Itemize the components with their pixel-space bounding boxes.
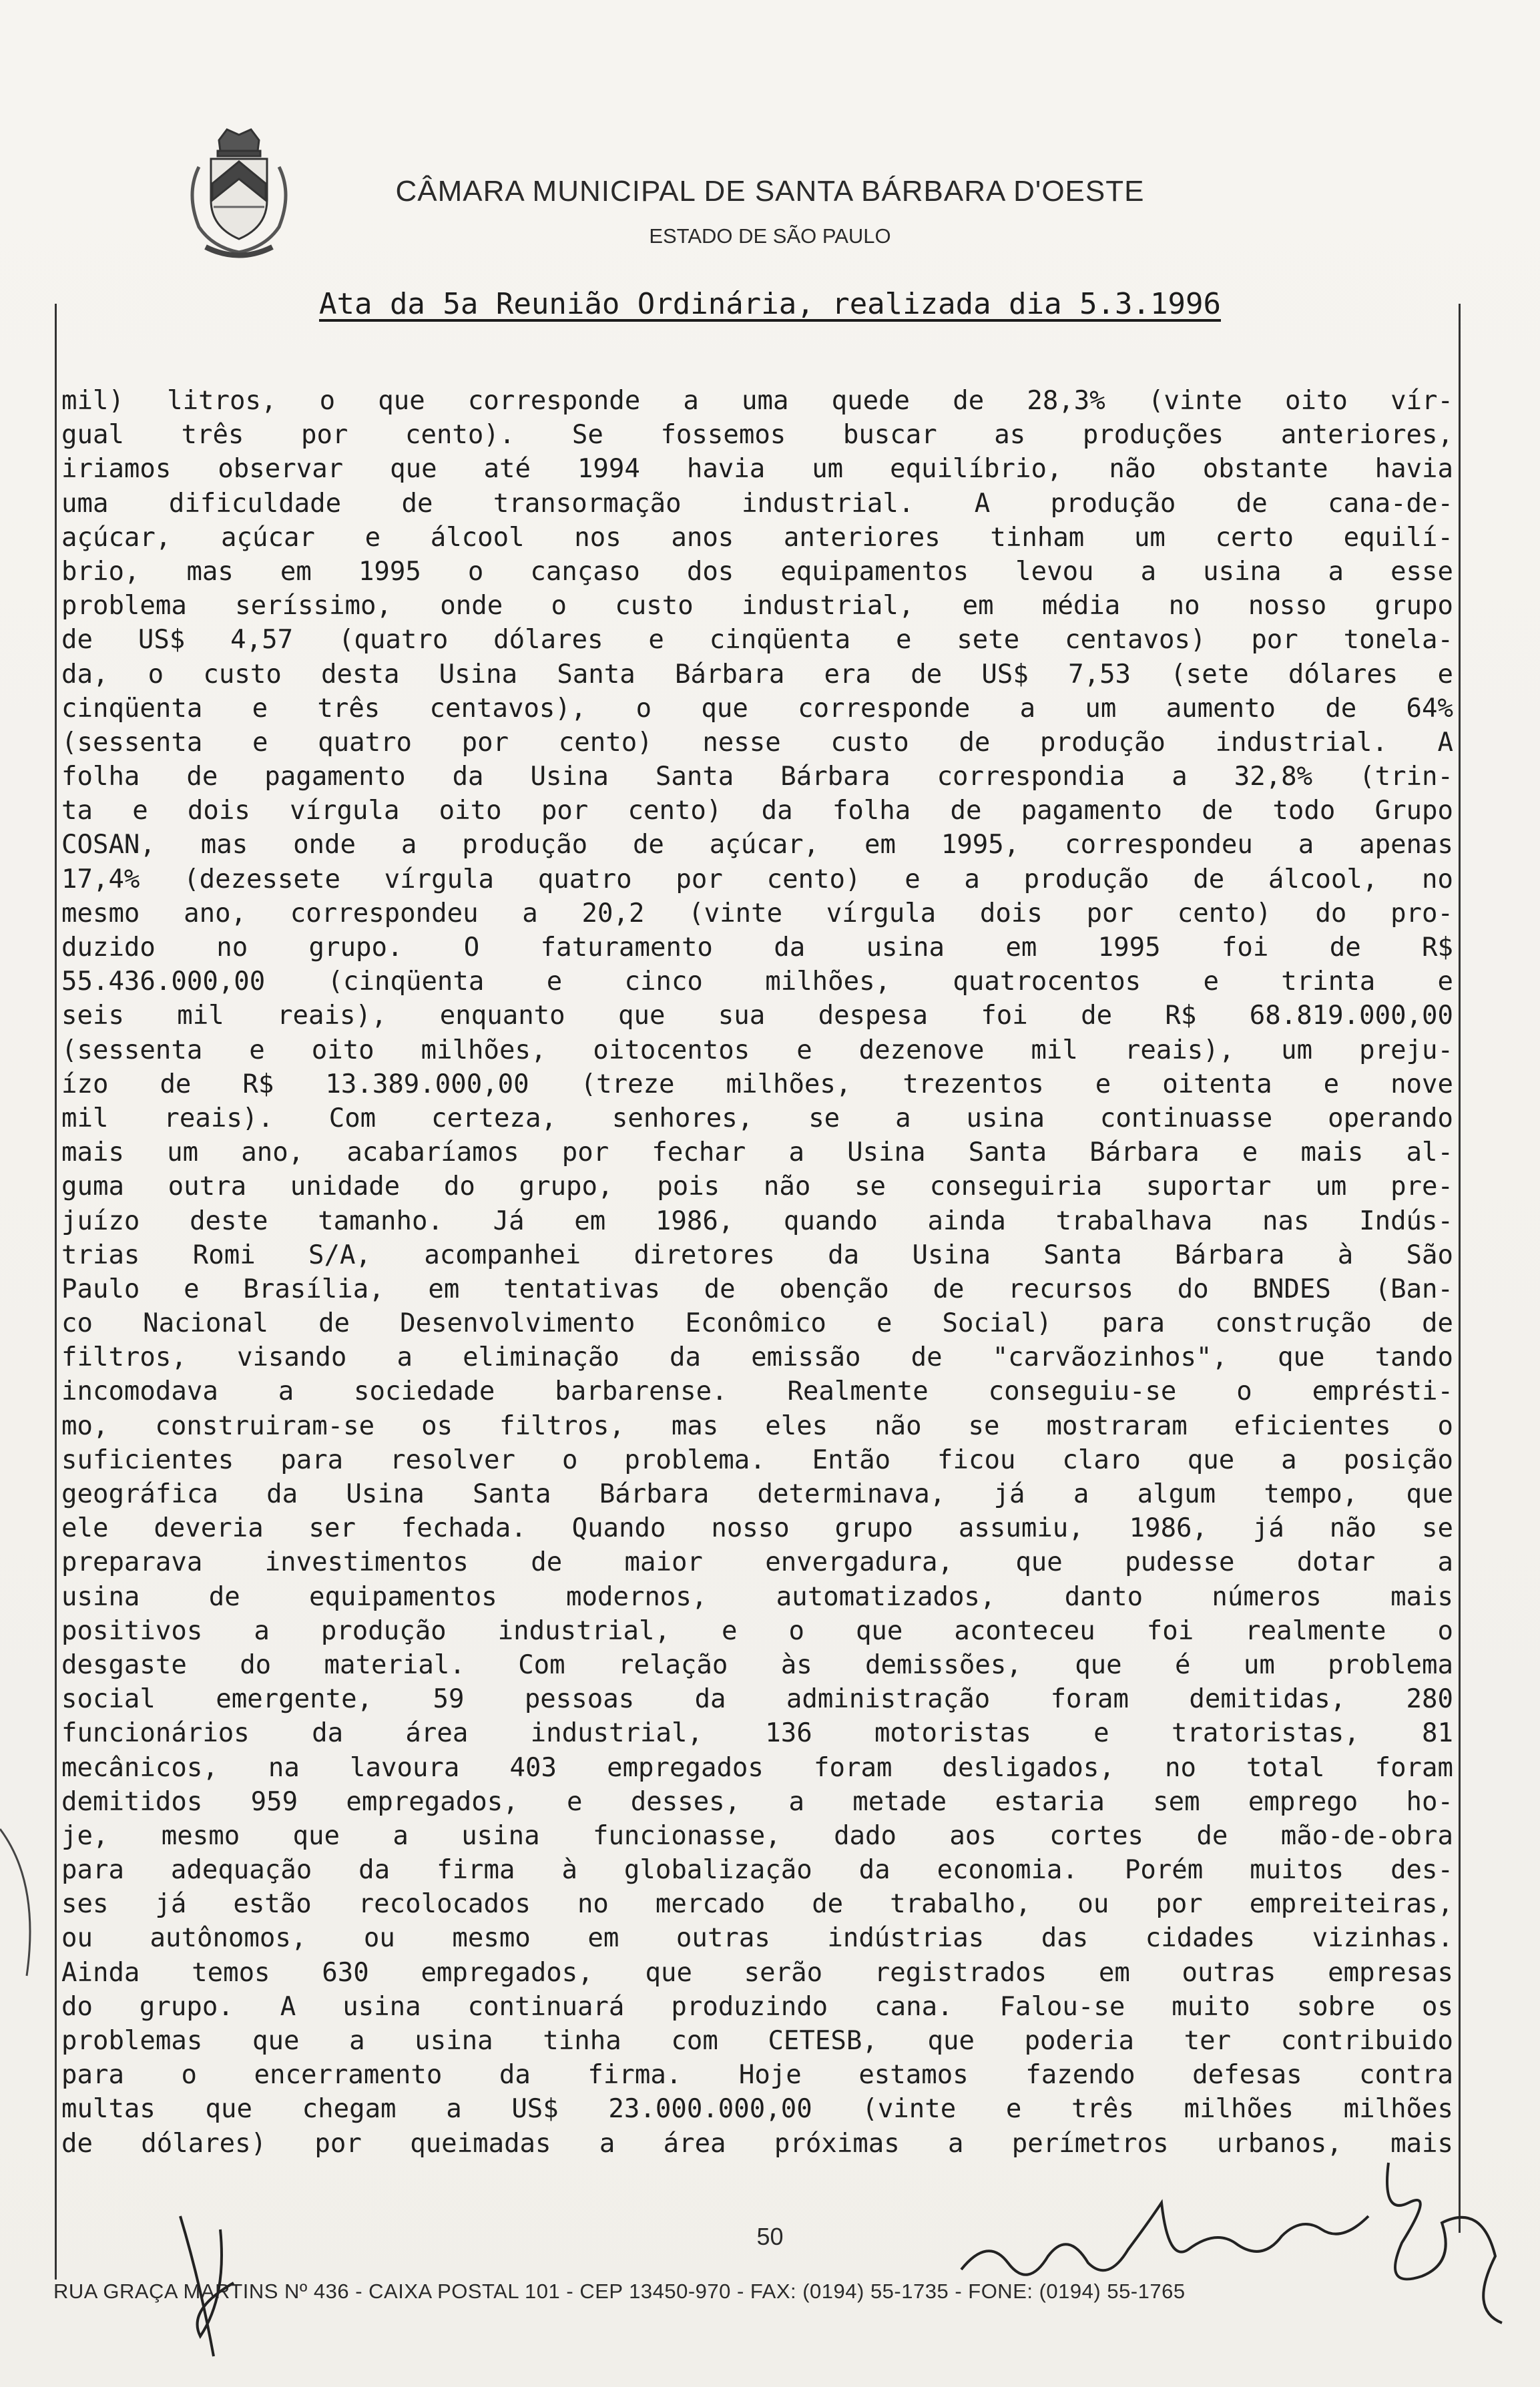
body-line: duzido no grupo. O faturamento da usina em 1995 foi de R$: [61, 933, 1453, 963]
signature-center: [948, 2163, 1402, 2296]
body-line: Paulo e Brasília, em tentativas de obenção de recursos do BNDES (Ban-: [61, 1274, 1453, 1304]
body-line: de US$ 4,57 (quatro dólares e cinqüenta e sete centavos) por tonela-: [61, 625, 1453, 655]
body-line: uma dificuldade de transormação industrial. A produção de cana-de-: [61, 488, 1453, 519]
minutes-body: [61, 384, 1453, 2161]
body-line: usina de equipamentos modernos, automatizados, danto números mais: [61, 1581, 1453, 1612]
body-line: de dólares) por queimadas a área próximas a perímetros urbanos, mais: [61, 2128, 1453, 2159]
body-line: Ainda temos 630 empregados, que serão registrados em outras empresas: [61, 1957, 1453, 1988]
body-line: incomodava a sociedade barbarense. Realmente conseguiu-se o emprésti-: [61, 1376, 1453, 1407]
body-line: folha de pagamento da Usina Santa Bárbara correspondia a 32,8% (trin-: [61, 762, 1453, 792]
body-line: mais um ano, acabaríamos por fechar a Usina Santa Bárbara e mais al-: [61, 1137, 1453, 1168]
body-line: geográfica da Usina Santa Bárbara determinava, já a algum tempo, que: [61, 1479, 1453, 1509]
body-line: (sessenta e oito milhões, oitocentos e dezenove mil reais), um preju-: [61, 1035, 1453, 1065]
body-line: suficientes para resolver o problema. Então ficou claro que a posição: [61, 1444, 1453, 1475]
body-line: problema seríssimo, onde o custo industrial, em média no nosso grupo: [61, 591, 1453, 621]
body-line: mil reais). Com certeza, senhores, se a usina continuasse operando: [61, 1103, 1453, 1133]
body-line: je, mesmo que a usina funcionasse, dado aos cortes de mão-de-obra: [61, 1820, 1453, 1851]
body-line: problemas que a usina tinha com CETESB, que poderia ter contribuido: [61, 2026, 1453, 2056]
body-line: co Nacional de Desenvolvimento Econômico e Social) para construção de: [61, 1308, 1453, 1339]
body-line: 17,4% (dezessete vírgula quatro por cento) e a produção de álcool, no: [61, 864, 1453, 894]
signature-left: [160, 2203, 280, 2363]
body-line: do grupo. A usina continuará produzindo cana. Falou-se muito sobre os: [61, 1991, 1453, 2022]
body-line: para adequação da firma à globalização da economia. Porém muitos des-: [61, 1855, 1453, 1886]
body-line: guma outra unidade do grupo, pois não se conseguiria suportar um pre-: [61, 1171, 1453, 1202]
body-line: para o encerramento da firma. Hoje estamos fazendo defesas contra: [61, 2060, 1453, 2091]
body-line: da, o custo desta Usina Santa Bárbara era de US$ 7,53 (sete dólares e: [61, 659, 1453, 690]
body-line: demitidos 959 empregados, e desses, a metade estaria sem emprego ho-: [61, 1786, 1453, 1817]
minutes-title-text: Ata da 5a Reunião Ordinária, realizada dia 5.3.1996: [318, 287, 1221, 321]
body-line: seis mil reais), enquanto que sua despesa foi de R$ 68.819.000,00: [61, 1001, 1453, 1031]
body-line: filtros, visando a eliminação da emissão de "carvãozinhos", que tando: [61, 1342, 1453, 1373]
body-line: positivos a produção industrial, e o que aconteceu foi realmente o: [61, 1615, 1453, 1646]
body-line: mecânicos, na lavoura 403 empregados foram desligados, no total foram: [61, 1752, 1453, 1783]
body-line: iriamos observar que até 1994 havia um equilíbrio, não obstante havia: [61, 454, 1453, 485]
page-edge-mark: [0, 1802, 80, 1989]
body-line: ses já estão recolocados no mercado de trabalho, ou por empreiteiras,: [61, 1889, 1453, 1920]
body-line: ízo de R$ 13.389.000,00 (treze milhões, trezentos e oitenta e nove: [61, 1069, 1453, 1099]
minutes-title: [0, 287, 1540, 321]
body-line: multas que chegam a US$ 23.000.000,00 (vinte e três milhões milhões: [61, 2094, 1453, 2125]
body-line: juízo deste tamanho. Já em 1986, quando ainda trabalhava nas Indús-: [61, 1206, 1453, 1236]
body-line: preparava investimentos de maior envergadura, que pudesse dotar a: [61, 1547, 1453, 1578]
institution-name: CÂMARA MUNICIPAL DE SANTA BÁRBARA D'OESTE: [395, 175, 1145, 208]
body-line: 55.436.000,00 (cinqüenta e cinco milhões, quatrocentos e trinta e: [61, 967, 1453, 997]
page-number: 50: [756, 2223, 784, 2250]
right-margin-rule: [1459, 304, 1461, 2233]
body-line: brio, mas em 1995 o cançaso dos equipamentos levou a usina a esse: [61, 556, 1453, 587]
body-line: mo, construiram-se os filtros, mas eles não se mostraram eficientes o: [61, 1410, 1453, 1441]
body-line: mil) litros, o que corresponde a uma quede de 28,3% (vinte oito vír-: [61, 386, 1453, 416]
body-line: ou autônomos, ou mesmo em outras indústrias das cidades vizinhas.: [61, 1923, 1453, 1954]
body-line: ele deveria ser fechada. Quando nosso grupo assumiu, 1986, já não se: [61, 1513, 1453, 1544]
body-line: trias Romi S/A, acompanhei diretores da Usina Santa Bárbara à São: [61, 1240, 1453, 1270]
signature-right: [1362, 2136, 1529, 2336]
body-line: açúcar, açúcar e álcool nos anos anteriores tinham um certo equilí-: [61, 522, 1453, 553]
body-line: COSAN, mas onde a produção de açúcar, em 1995, correspondeu a apenas: [61, 830, 1453, 860]
address-footer: RUA GRAÇA MARTINS Nº 436 - CAIXA POSTAL 101 - CEP 13450-970 - FAX: (0194) 55-1735 - FONE: (0194) 55-1765: [53, 2280, 1186, 2303]
body-line: mesmo ano, correspondeu a 20,2 (vinte vírgula dois por cento) do pro-: [61, 898, 1453, 929]
body-line: desgaste do material. Com relação às demissões, que é um problema: [61, 1649, 1453, 1680]
body-line: social emergente, 59 pessoas da administração foram demitidas, 280: [61, 1684, 1453, 1715]
body-line: cinqüenta e três centavos), o que corresponde a um aumento de 64%: [61, 693, 1453, 724]
body-line: gual três por cento). Se fossemos buscar as produções anteriores,: [61, 420, 1453, 451]
body-line: (sessenta e quatro por cento) nesse custo de produção industrial. A: [61, 727, 1453, 758]
state-name: ESTADO DE SÃO PAULO: [649, 224, 891, 248]
body-line: ta e dois vírgula oito por cento) da folha de pagamento de todo Grupo: [61, 796, 1453, 826]
body-line: funcionários da área industrial, 136 motoristas e tratoristas, 81: [61, 1718, 1453, 1749]
